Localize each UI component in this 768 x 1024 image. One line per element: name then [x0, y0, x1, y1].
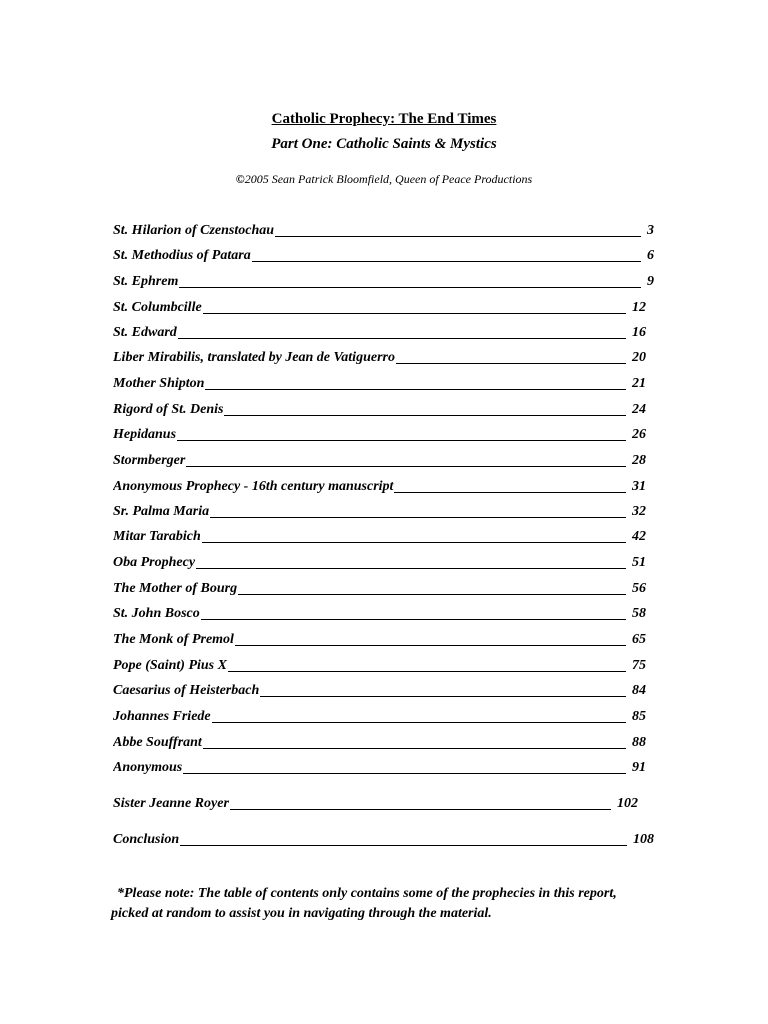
toc-leader-line: [394, 492, 626, 493]
toc-entry: [113, 298, 646, 318]
toc-leader-line: [228, 671, 626, 672]
toc-leader-line: [238, 594, 626, 595]
toc-leader-line: [196, 568, 626, 569]
toc-entry-label: Hepidanus: [113, 427, 177, 442]
toc-entry-page-number: 12: [632, 300, 646, 315]
toc-entry: [113, 425, 646, 445]
toc-entry-page-number: 9: [647, 274, 654, 289]
toc-entry-label: St. John Bosco: [113, 606, 200, 621]
toc-entry-label: Mother Shipton: [113, 376, 205, 391]
toc-entry-page-number: 20: [632, 350, 646, 365]
toc-entry-label: St. Hilarion of Czenstochau: [113, 223, 275, 238]
toc-leader-line: [235, 645, 626, 646]
toc-entry-page-number: 16: [632, 325, 646, 340]
toc-entry-page-number: 108: [633, 832, 654, 847]
toc-entry: [113, 681, 646, 701]
toc-leader-line: [179, 287, 641, 288]
toc-entry-label: Caesarius of Heisterbach: [113, 683, 260, 698]
toc-entry-page-number: 42: [632, 529, 646, 544]
toc-entry-label: Mitar Tarabich: [113, 529, 201, 544]
toc-entry-page-number: 32: [632, 504, 646, 519]
toc-entry-page-number: 58: [632, 606, 646, 621]
toc-entry: [113, 400, 646, 420]
toc-entry: [113, 758, 646, 778]
toc-entry-page-number: 91: [632, 760, 646, 775]
toc-entry: [113, 527, 646, 547]
toc-note-line: *Please note: The table of contents only contains some of the prophecies in this report,: [117, 886, 617, 901]
toc-entry: [113, 794, 638, 814]
document-title: Catholic Prophecy: The End Times: [271, 111, 497, 127]
toc-entry: [113, 553, 646, 573]
toc-entry-label: St. Edward: [113, 325, 177, 340]
toc-entry-page-number: 88: [632, 735, 646, 750]
toc-leader-line: [186, 466, 626, 467]
toc-entry-label: Johannes Friede: [113, 709, 211, 724]
toc-entry: [113, 221, 654, 241]
toc-entry-page-number: 84: [632, 683, 646, 698]
toc-entry: [113, 477, 646, 497]
toc-entry: [113, 374, 646, 394]
toc-leader-line: [230, 809, 611, 810]
toc-leader-line: [177, 440, 626, 441]
toc-leader-line: [201, 619, 626, 620]
toc-entry-page-number: 24: [632, 402, 646, 417]
toc-entry-page-number: 102: [617, 796, 638, 811]
toc-leader-line: [203, 313, 626, 314]
toc-note-line: picked at random to assist you in navigating through the material.: [111, 906, 492, 921]
toc-entry-label: Rigord of St. Denis: [113, 402, 224, 417]
toc-entry: [113, 733, 646, 753]
toc-entry: [113, 604, 646, 624]
toc-entry-label: Stormberger: [113, 453, 186, 468]
toc-entry: [113, 272, 654, 292]
toc-leader-line: [178, 338, 626, 339]
toc-entry-label: St. Ephrem: [113, 274, 179, 289]
toc-entry: [113, 348, 646, 368]
toc-entry-page-number: 26: [632, 427, 646, 442]
toc-leader-line: [224, 415, 626, 416]
toc-entry-page-number: 3: [647, 223, 654, 238]
toc-leader-line: [275, 236, 641, 237]
toc-leader-line: [210, 517, 626, 518]
toc-entry-page-number: 85: [632, 709, 646, 724]
toc-entry-label: Conclusion: [113, 832, 180, 847]
toc-entry-label: Anonymous: [113, 760, 183, 775]
toc-entry: [113, 502, 646, 522]
toc-leader-line: [252, 261, 641, 262]
toc-entry-label: The Monk of Premol: [113, 632, 234, 647]
toc-entry-label: Anonymous Prophecy - 16th century manuscript: [113, 479, 394, 494]
copyright-symbol: ©: [235, 172, 245, 186]
toc-entry-page-number: 56: [632, 581, 646, 596]
toc-leader-line: [205, 389, 626, 390]
toc-leader-line: [183, 773, 626, 774]
toc-entry-label: Abbe Souffrant: [113, 735, 202, 750]
toc-entry-page-number: 28: [632, 453, 646, 468]
toc-entry: [113, 579, 646, 599]
toc-entry-label: Pope (Saint) Pius X: [113, 658, 227, 673]
copyright-text: 2005 Sean Patrick Bloomfield, Queen of Peace Productions: [244, 172, 533, 186]
toc-entry: [113, 656, 646, 676]
toc-entry-page-number: 21: [632, 376, 646, 391]
toc-leader-line: [203, 748, 626, 749]
toc-entry-label: Sister Jeanne Royer: [113, 796, 229, 811]
toc-entry-label: The Mother of Bourg: [113, 581, 238, 596]
document-subtitle: Part One: Catholic Saints & Mystics: [271, 136, 497, 152]
toc-entry-label: Oba Prophecy: [113, 555, 196, 570]
toc-entry-page-number: 31: [632, 479, 646, 494]
toc-entry-label: Sr. Palma Maria: [113, 504, 210, 519]
toc-leader-line: [202, 542, 626, 543]
toc-entry: [113, 246, 654, 266]
toc-entry-label: St. Columbcille: [113, 300, 202, 315]
toc-entry: [113, 707, 646, 727]
toc-entry: [113, 451, 646, 471]
toc-entry-label: St. Methodius of Patara: [113, 248, 251, 263]
toc-leader-line: [396, 363, 626, 364]
toc-leader-line: [180, 845, 627, 846]
toc-entry-page-number: 65: [632, 632, 646, 647]
toc-leader-line: [212, 722, 626, 723]
toc-entry: [113, 830, 654, 850]
toc-note: [111, 884, 659, 924]
toc-entry: [113, 630, 646, 650]
toc-entry-page-number: 75: [632, 658, 646, 673]
toc-entry: [113, 323, 646, 343]
toc-entry-page-number: 51: [632, 555, 646, 570]
toc-entry-label: Liber Mirabilis, translated by Jean de Vatiguerro: [113, 350, 395, 365]
toc-leader-line: [260, 696, 626, 697]
toc-entry-page-number: 6: [647, 248, 654, 263]
